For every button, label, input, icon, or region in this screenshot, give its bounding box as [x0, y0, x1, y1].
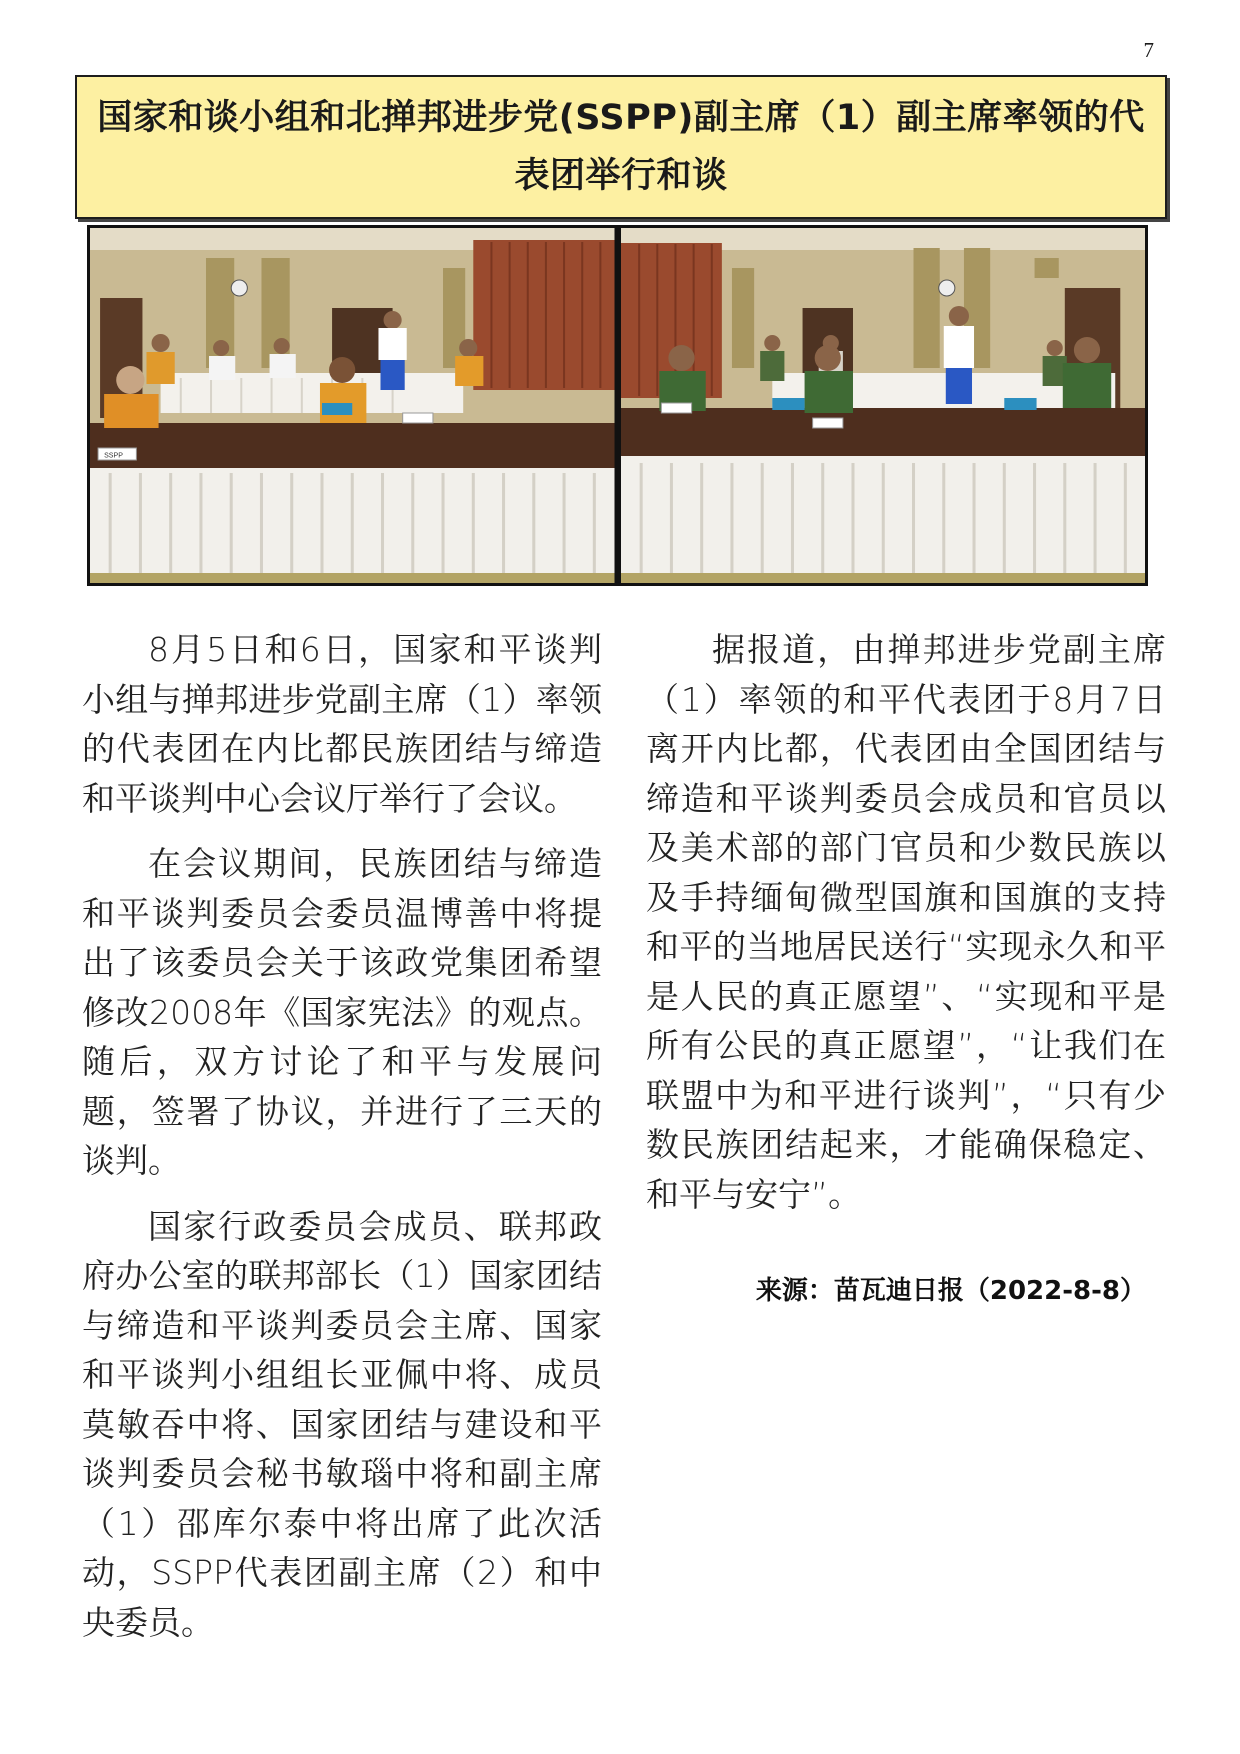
- right-column: [646, 625, 1166, 1235]
- source-citation: 来源：苗瓦迪日报（2022-8-8）: [755, 1276, 1146, 1306]
- left-column: [82, 625, 602, 1663]
- meeting-photo-right-image: [621, 228, 1146, 583]
- meeting-photo-left: [90, 228, 615, 583]
- left-paragraph-2: 在会议期间，民族团结与缔造和平谈判委员会委员温博善中将提出了该委员会关于该政党集团希望修改2008年《国家宪法》的观点。随后，双方讨论了和平与发展问题，签署了协议，并进行了三天的谈判。: [82, 844, 602, 1180]
- photo-strip: [87, 225, 1148, 586]
- page-number: 7: [1143, 38, 1154, 62]
- meeting-photo-right: [621, 228, 1146, 583]
- right-paragraph-1: 据报道，由掸邦进步党副主席（1）率领的和平代表团于8月7日离开内比都，代表团由全国团结与缔造和平谈判委员会成员和官员以及美术部的部门官员和少数民族以及手持缅甸微型国旗和国旗的支持和平的当地居民送行“实现永久和平是人民的真正愿望”、“实现和平是所有公民的真正愿望”，“让我们在联盟中为和平进行谈判”，“只有少数民族团结起来，才能确保稳定、和平与安宁”。: [646, 630, 1166, 1214]
- meeting-photo-left-image: [90, 228, 615, 583]
- page-title: 国家和谈小组和北掸邦进步党(SSPP)副主席（1）副主席率领的代表团举行和谈: [97, 98, 1145, 196]
- left-paragraph-3: 国家行政委员会成员、联邦政府办公室的联邦部长（1）国家团结与缔造和平谈判委员会主席、国家和平谈判小组组长亚佩中将、成员莫敏吞中将、国家团结与建设和平谈判委员会秘书敏瑙中将和副主席（1）邵库尔泰中将出席了此次活动，SSPP代表团副主席（2）和中央委员。: [82, 1206, 602, 1642]
- nameplate-left-label: SSPP: [104, 452, 123, 460]
- title-banner: [75, 75, 1167, 219]
- left-paragraph-1: 8月5日和6日，国家和平谈判小组与掸邦进步党副主席（1）率领的代表团在内比都民族团结与缔造和平谈判中心会议厅举行了会议。: [82, 630, 602, 818]
